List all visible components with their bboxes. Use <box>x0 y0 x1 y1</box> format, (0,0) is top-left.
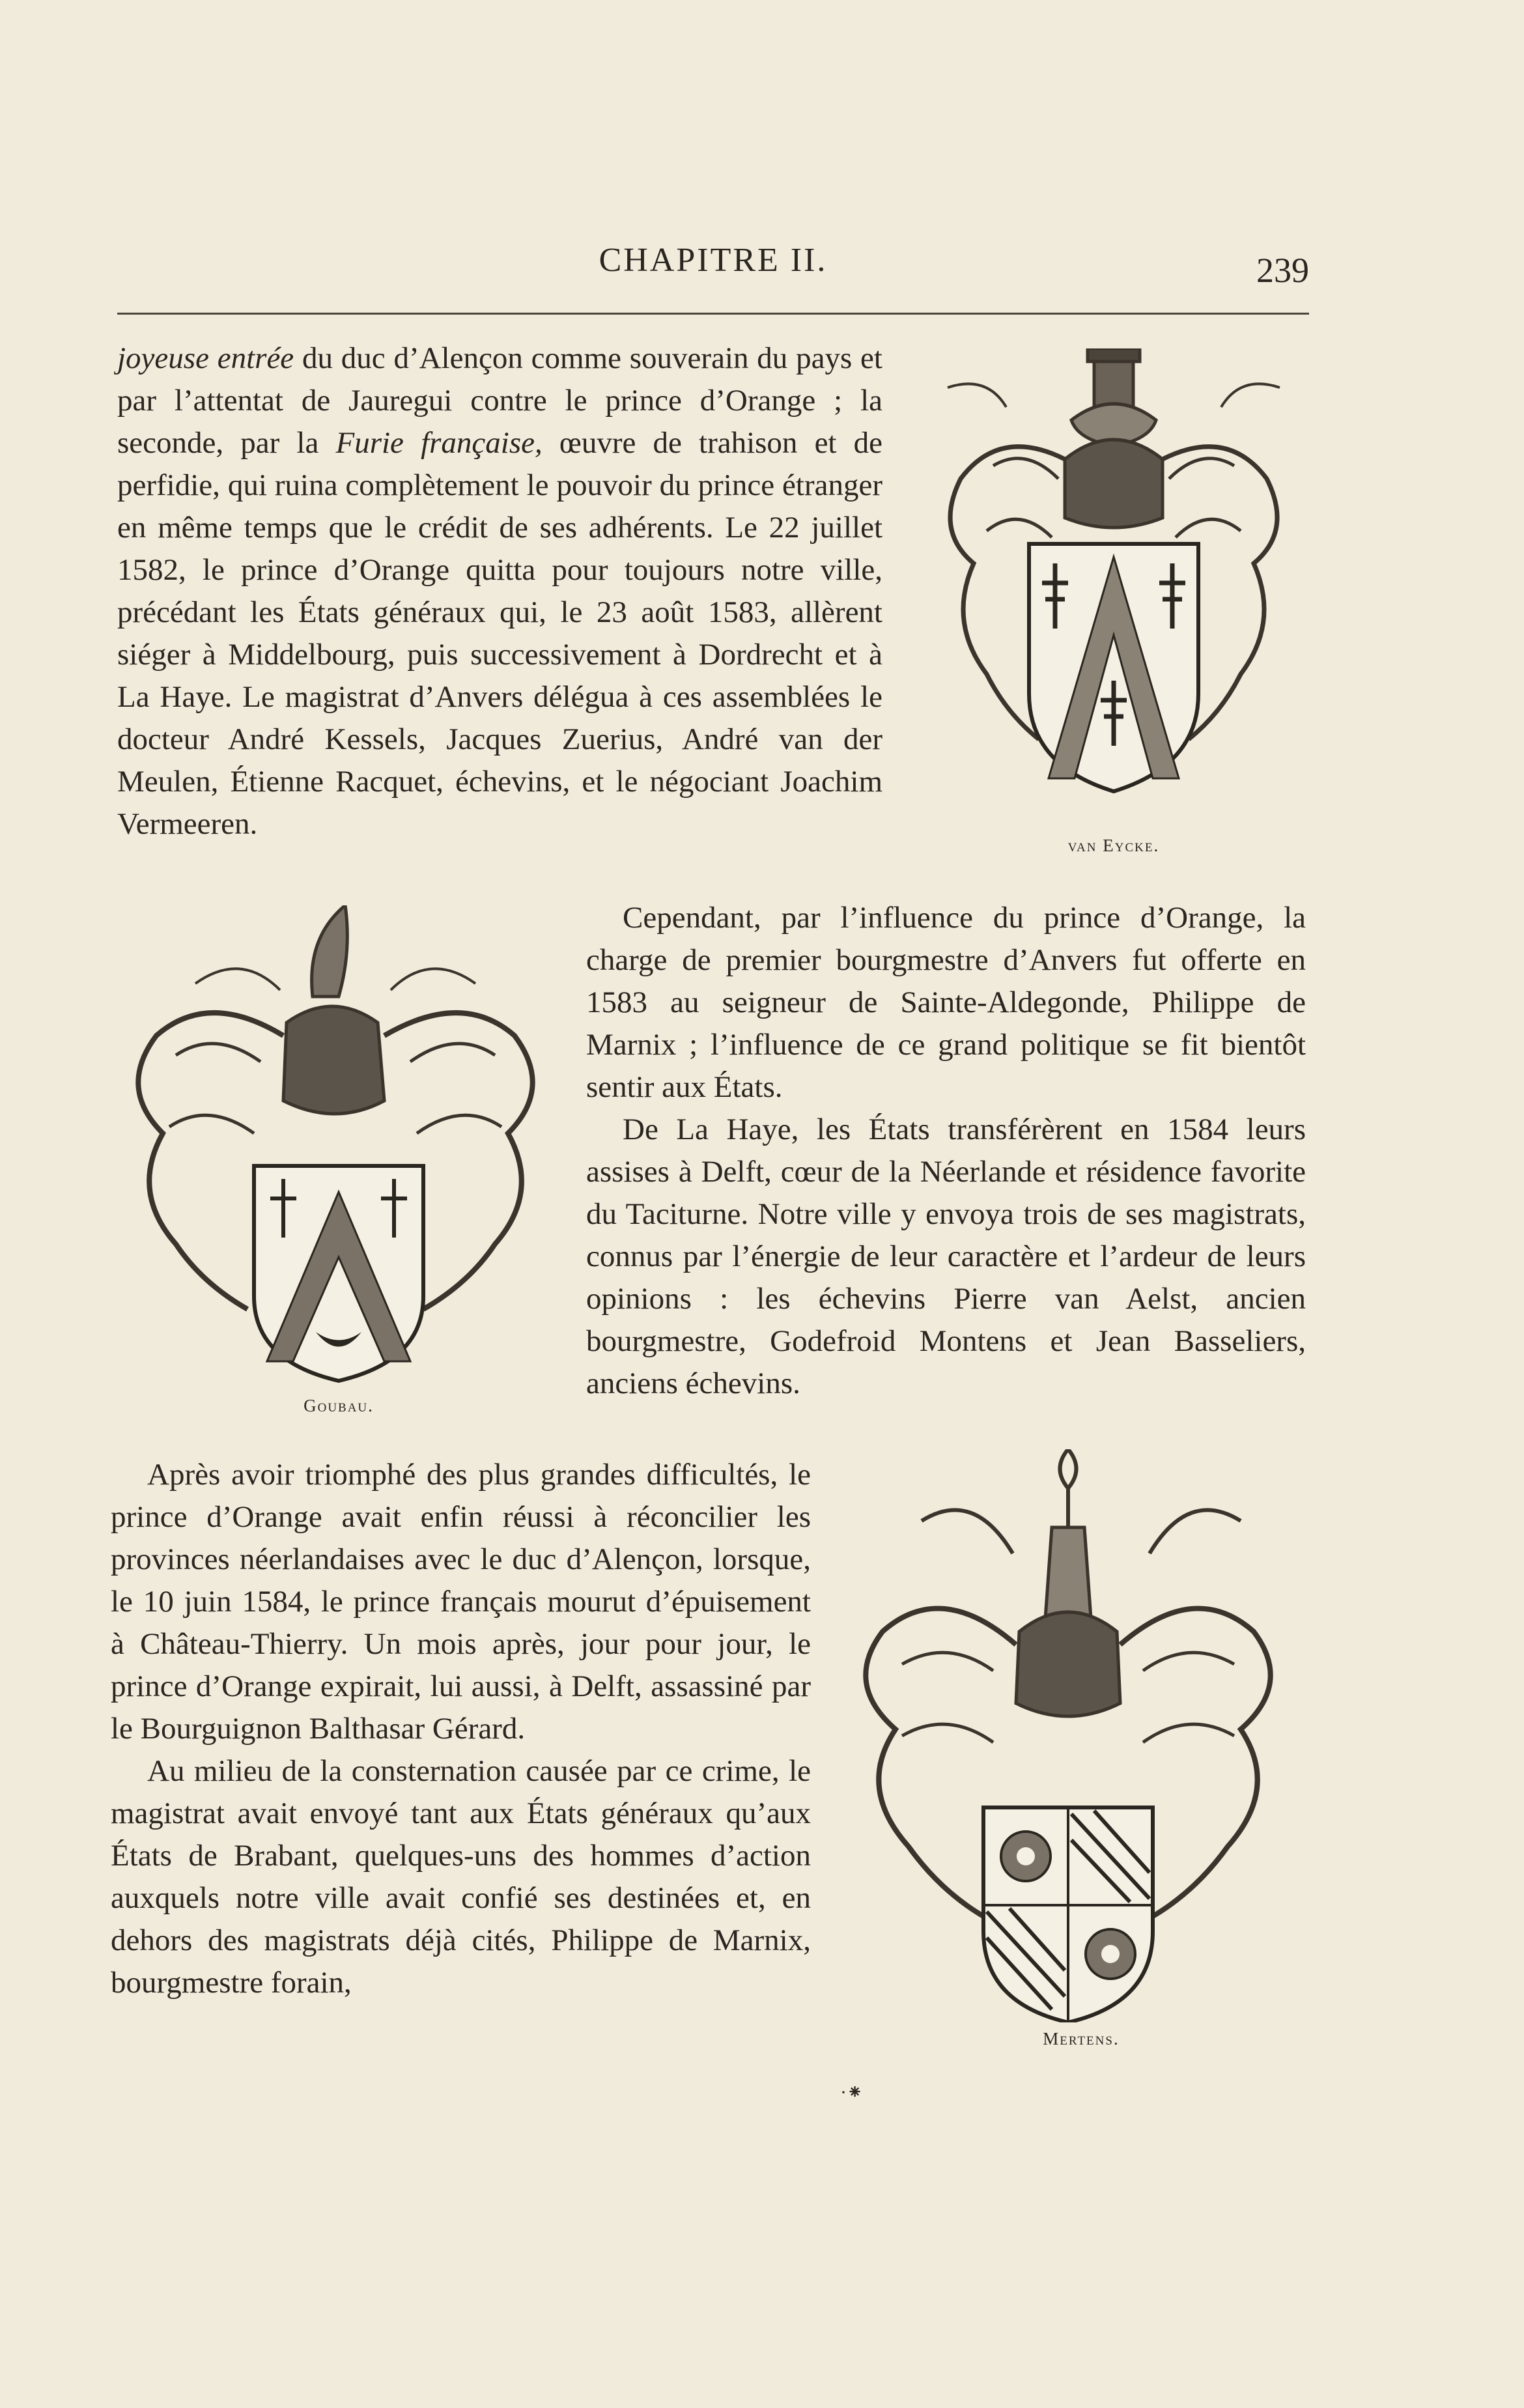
paragraph-3: De La Haye, les États transférèrent en 1584 leurs assises à Delft, cœur de la Néerlande et résidence favorite du Taciturne. Notre ville y envoya trois de ses magistrats, connus par l’énergie de leur caractère et l’ardeur de leurs opinions : les échevins Pierre van Aelst, ancien bourgmestre, Godefroid Montens et Jean Basseliers, anciens échevins. <box>586 1112 1306 1400</box>
running-head <box>117 241 1309 315</box>
caption-van-eycke: van Eycke. <box>1067 836 1160 855</box>
paragraph-group-middle <box>586 897 1306 1405</box>
p1-part-2: du duc d’Alençon comme souverain du pays et par l’attentat de Jauregui contre le prince d’Orange ; la seconde, par la <box>117 341 882 460</box>
chapter-title: CHAPITRE II. <box>599 242 828 279</box>
paragraph-1-text <box>117 337 882 845</box>
van-eycke-coat-of-arms-icon <box>909 348 1319 817</box>
p1-part-4: œuvre de trahison et de perfidie, qui ruina complètement le pouvoir du prince étranger en même temps que le crédit de ses adhérents. Le 22 juillet 1582, le prince d’Orange quitta pour toujours notre ville, précédant les États généraux qui, le 23 août 1583, allèrent siéger à Middelbourg, puis successivement à Dordrecht et à La Haye. Le magistrat d’Anvers délégua à ces assemblées le docteur André Kessels, Jacques Zuerius, André van der Meulen, Étienne Racquet, échevins, et le négociant Joachim Vermeeren. <box>117 426 883 841</box>
paragraph-2: Cependant, par l’influence du prince d’Orange, la charge de premier bourgmestre d’Anvers fut offerte en 1583 au seigneur de Sainte-Aldegonde, Philippe de Marnix ; l’influence de ce grand politique se fit bientôt sentir aux États. <box>586 901 1306 1104</box>
paragraph-5: Au milieu de la consternation causée par ce crime, le magistrat avait envoyé tant aux États généraux qu’aux États de Brabant, quelques-uns des hommes d’action auxquels notre ville avait confié ses destinées et, en dehors des magistrats déjà cités, Philippe de Marnix, bourgmestre forain, <box>111 1754 811 2000</box>
phrase-furie-francaise: Furie française, <box>335 426 543 460</box>
paragraph-4: Après avoir triomphé des plus grandes difficultés, le prince d’Orange avait enfin réussi à réconcilier les provinces néerlandaises avec le duc d’Alençon, lorsque, le 10 juin 1584, le prince français mourut d’épuisement à Château-Thierry. Un mois après, jour pour jour, le prince d’Orange expirait, lui aussi, à Delft, assassiné par le Bourguignon Balthasar Gérard. <box>111 1458 811 1746</box>
caption-goubau: Goubau. <box>303 1396 374 1415</box>
goubau-coat-of-arms-icon <box>117 905 560 1387</box>
caption-mertens: Mertens. <box>1043 2029 1120 2048</box>
page-number: 239 <box>1256 251 1309 290</box>
printer-ornament: ·⁕ <box>840 2082 864 2103</box>
mertens-coat-of-arms-icon <box>843 1449 1319 2022</box>
paragraph-1 <box>117 337 882 845</box>
phrase-joyeuse-entree: joyeuse entrée <box>117 341 294 375</box>
paragraph-group-bottom <box>111 1454 811 2004</box>
